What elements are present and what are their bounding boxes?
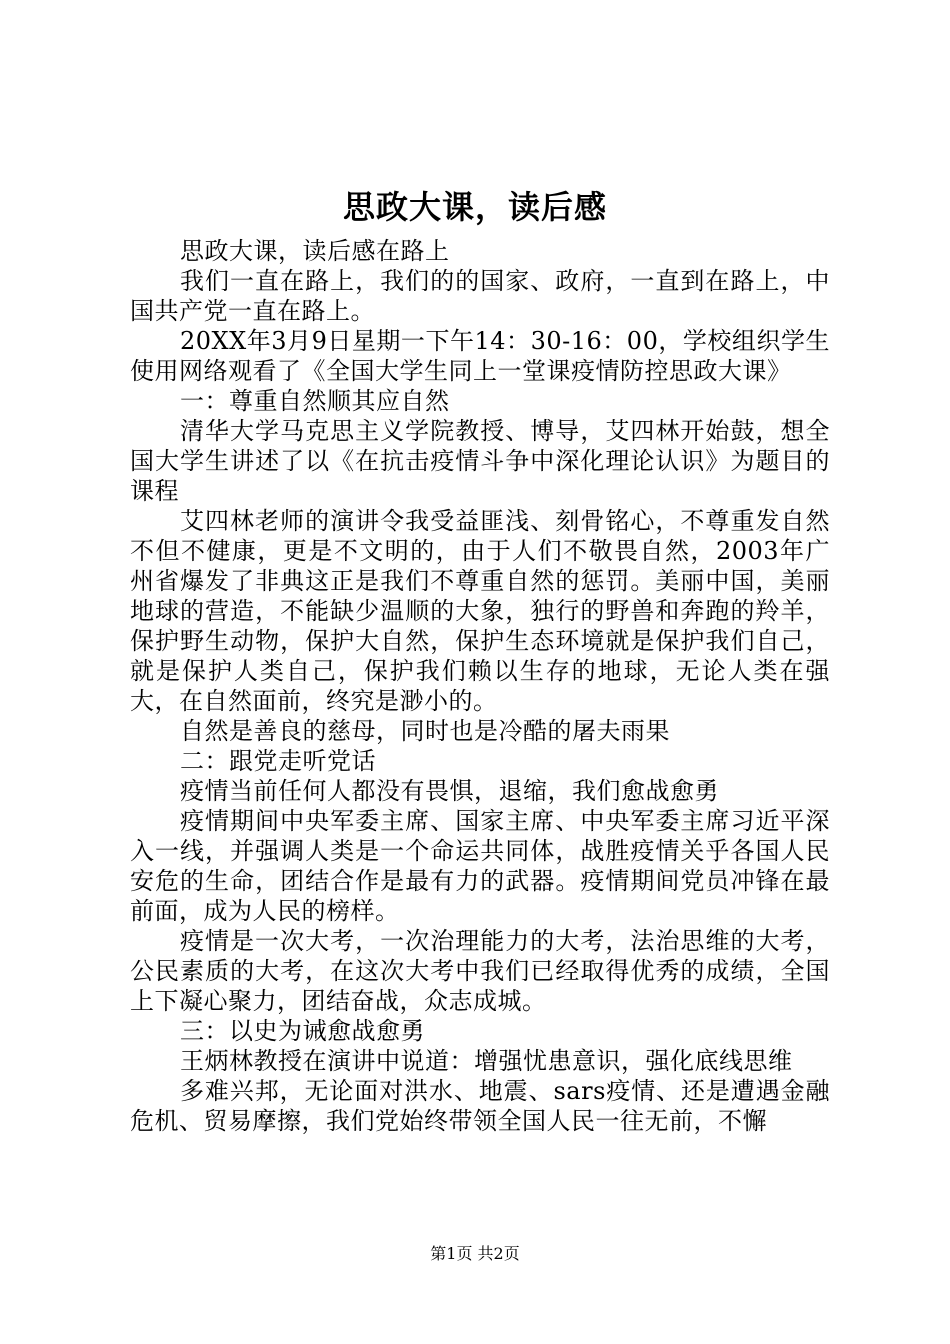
page-number-footer: 第1页 共2页 [430, 1244, 520, 1263]
paragraph: 艾四林老师的演讲令我受益匪浅、刻骨铭心，不尊重发自然不但不健康，更是不文明的，由于人们不敬畏自然，2003年广州省爆发了非典这正是我们不尊重自然的惩罚。美丽中国，美丽地球的营造，不能缺少温顺的大象，独行的野兽和奔跑的羚羊，保护野生动物，保护大自然，保护生态环境就是保护我们自己，就是保护人类自己，保护我们赖以生存的地球，无论人类在强大，在自然面前，终究是渺小的。 [130, 507, 830, 715]
paragraph: 思政大课，读后感在路上 [180, 237, 450, 265]
paragraph: 王炳林教授在演讲中说道：增强忧患意识，强化底线思维 [180, 1047, 793, 1075]
document-title: 思政大课，读后感 [342, 188, 607, 226]
section-heading: 二：跟党走听党话 [180, 747, 376, 775]
paragraph: 自然是善良的慈母，同时也是冷酷的屠夫雨果 [180, 717, 670, 745]
paragraph: 疫情期间中央军委主席、国家主席、中央军委主席习近平深入一线，并强调人类是一个命运共同体，战胜疫情关乎各国人民安危的生命，团结合作是最有力的武器。疫情期间党员冲锋在最前面，成为人民的榜样。 [130, 807, 830, 925]
section-heading: 三：以史为诫愈战愈勇 [180, 1017, 425, 1045]
paragraph: 疫情当前任何人都没有畏惧，退缩，我们愈战愈勇 [180, 777, 719, 805]
paragraph: 我们一直在路上，我们的的国家、政府，一直到在路上，中国共产党一直在路上。 [130, 267, 830, 325]
section-heading: 一：尊重自然顺其应自然 [180, 387, 450, 415]
document-body [130, 236, 830, 1136]
paragraph: 疫情是一次大考，一次治理能力的大考，法治思维的大考，公民素质的大考，在这次大考中我们已经取得优秀的成绩，全国上下凝心聚力，团结奋战，众志成城。 [130, 927, 830, 1015]
paragraph: 清华大学马克思主义学院教授、博导，艾四林开始鼓，想全国大学生讲述了以《在抗击疫情斗争中深化理论认识》为题目的课程 [130, 417, 830, 505]
paragraph: 多难兴邦，无论面对洪水、地震、sars疫情、还是遭遇金融危机、贸易摩擦，我们党始终带领全国人民一往无前，不懈 [130, 1077, 830, 1135]
paragraph: 20XX年3月9日星期一下午14：30-16：00，学校组织学生使用网络观看了《全国大学生同上一堂课疫情防控思政大课》 [130, 327, 830, 385]
